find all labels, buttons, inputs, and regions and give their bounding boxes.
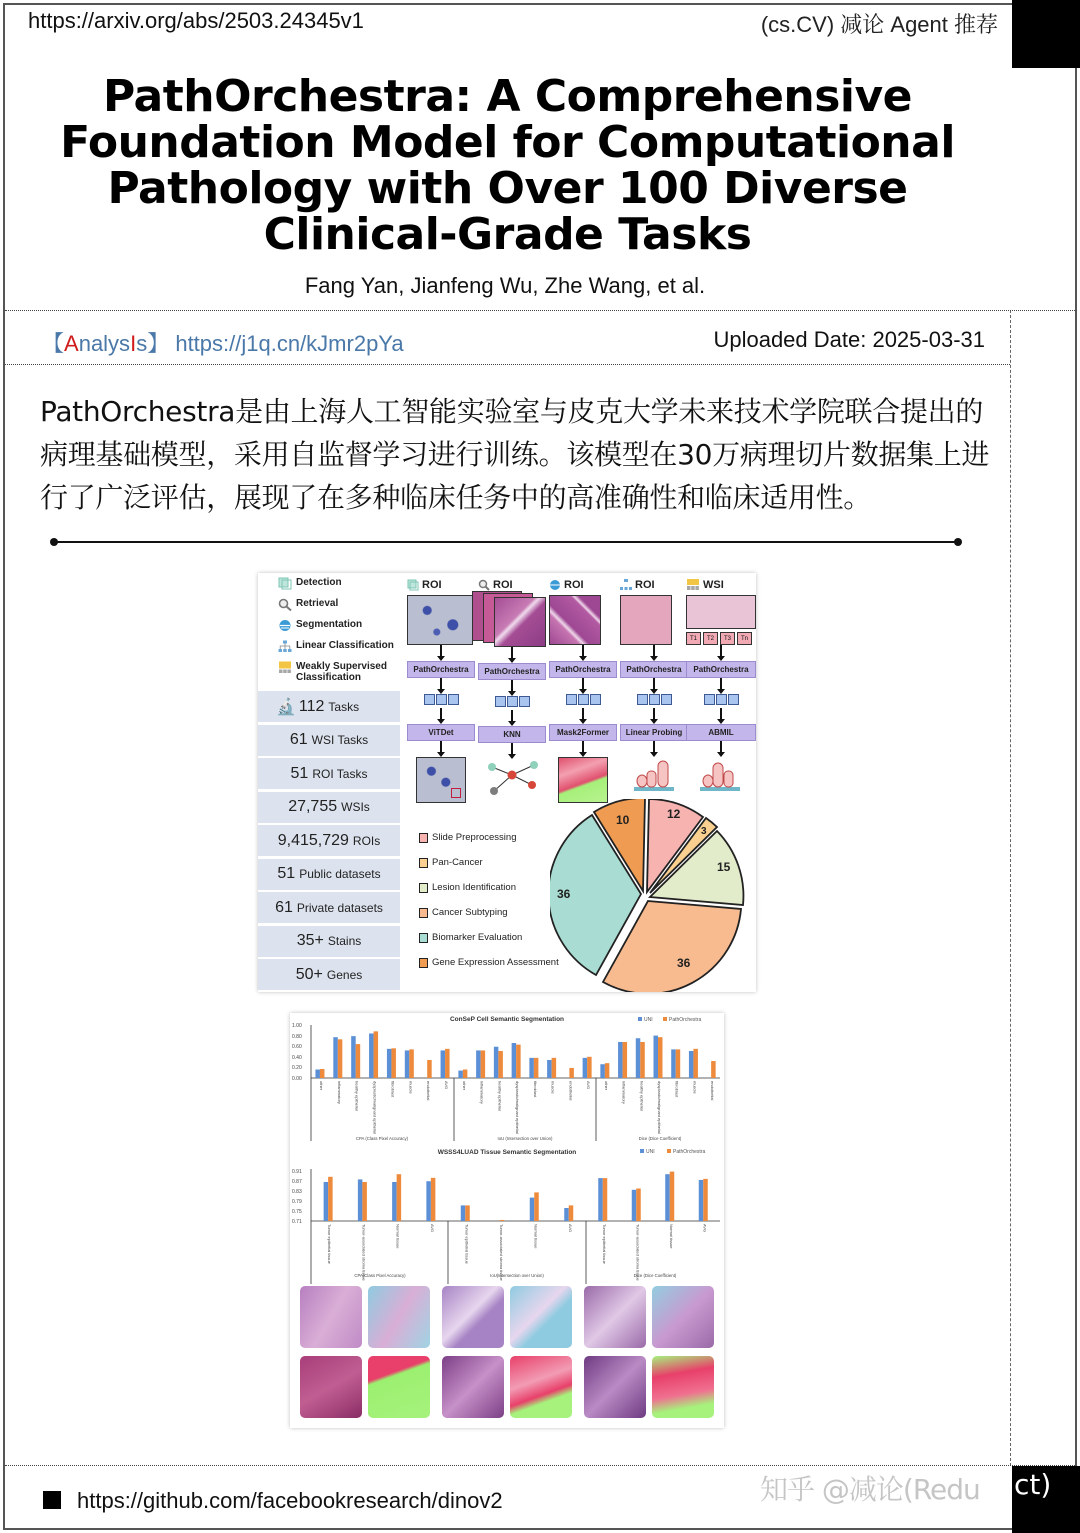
svg-text:Normal tissue: Normal tissue [533,1224,539,1249]
svg-text:inflammatory: inflammatory [621,1081,627,1104]
chart-title: ConSeP Cell Semantic Segmentation [449,1016,565,1023]
overlay-tile [652,1356,714,1418]
paper-title: PathOrchestra: A Comprehensive Foundation Model for Computational Pathology with Over 100 Diverse Clinical-Grade Tasks [60,71,955,260]
legend-item: Biomarker Evaluation [419,925,559,950]
overlay-tile [510,1356,572,1418]
he-tile [584,1286,646,1348]
pipeline-retrieval: ROI PathOrchestra KNN [478,577,546,806]
token-stack-icon [686,694,756,708]
head-box: Linear Probing [620,724,688,741]
legend-item: Pan-Cancer [419,850,559,875]
head-box: ViTDet [407,724,475,741]
svg-text:muscle: muscle [550,1081,556,1094]
model-box: PathOrchestra [686,661,756,678]
svg-text:0.40: 0.40 [292,1055,302,1061]
overlay-tile [652,1286,714,1348]
arrow-icon [653,708,655,720]
svg-text:healthy epithelial: healthy epithelial [639,1081,645,1111]
svg-text:fibroblast: fibroblast [390,1081,396,1098]
svg-text:endothelial: endothelial [710,1081,716,1101]
consep-bar-chart [290,1013,724,1143]
segmentation-results-figure [290,1013,724,1428]
svg-text:0.91: 0.91 [292,1169,302,1175]
knn-graph-icon [478,755,546,801]
pipeline-segmentation: ROI PathOrchestra Mask2Former [549,577,617,803]
model-box: PathOrchestra [549,661,617,678]
analysis-label: A [64,331,79,356]
svg-text:healthy epithelial: healthy epithelial [354,1081,360,1111]
token-stack-icon [478,696,546,710]
detection-output [416,757,466,803]
divider [5,310,1075,311]
stat-wsis: 27,755 WSIs [258,792,400,823]
svg-text:0.71: 0.71 [292,1219,302,1225]
hierarchy-icon [278,640,292,653]
analysis-label: I [130,331,137,356]
overview-figure [258,573,756,992]
task-pie-chart [550,799,756,992]
arrow-icon [720,741,722,753]
svg-text:AVG: AVG [429,1224,435,1233]
pipeline-detection: ROI PathOrchestra ViTDet [407,577,475,803]
model-box: PathOrchestra [407,661,475,678]
analysis-url[interactable]: https://j1q.cn/kJmr2pYa [175,331,404,356]
microscope-icon: 🔬 [276,698,296,716]
svg-text:UNI: UNI [644,1017,653,1023]
arrow-icon [511,680,513,692]
stat-public-datasets: 51 Public datasets [258,859,400,890]
magnifier-icon [478,579,490,591]
svg-text:dysplastic/malignant epithelia: dysplastic/malignant epithelial [657,1081,662,1134]
pie-label: 12 [667,807,681,821]
svg-text:muscle: muscle [408,1081,414,1094]
analysis-label: nalys [78,331,131,356]
section-rule [52,541,960,543]
arrow-icon [720,645,722,657]
he-tile [300,1356,362,1418]
svg-text:0.80: 0.80 [292,1034,302,1040]
corner-block [1012,0,1080,68]
svg-text:dysplastic/malignant epithelia: dysplastic/malignant epithelial [372,1081,378,1134]
watermark: 知乎 @减论(Redu [760,1473,980,1506]
svg-text:Tumor epithelial tissue: Tumor epithelial tissue [327,1224,333,1264]
tile-row: T1 T2 T3 Tn [686,632,756,645]
svg-text:IoU (Intersection over Union): IoU (Intersection over Union) [497,1136,553,1141]
bullet-square-icon [43,1491,61,1509]
head-box: ABMIL [686,724,756,741]
arrow-icon [653,678,655,690]
overlay-tile [510,1286,572,1348]
svg-text:fibroblast: fibroblast [532,1081,538,1098]
detection-icon [407,579,419,591]
segmentation-icon [278,619,292,632]
arrow-icon [440,678,442,690]
chart-title: WSSS4LUAD Tissue Semantic Segmentation [437,1149,577,1156]
he-tile [442,1286,504,1348]
svg-text:AVG: AVG [444,1081,450,1090]
watermark: ct) [1014,1468,1052,1501]
cell-classes-icon [620,753,688,793]
stat-private-datasets: 61 Private datasets [258,892,400,923]
stat-wsi-tasks: 61 WSI Tasks [258,725,400,756]
svg-text:PathOrchestra: PathOrchestra [673,1149,706,1155]
arrow-icon [720,708,722,720]
legend-item: Cancer Subtyping [419,900,559,925]
task-type-detection: Detection [278,577,418,590]
arrow-icon [720,678,722,690]
roi-thumbnail [549,595,601,645]
arrow-icon [511,710,513,722]
bracket: 【 [42,331,65,356]
analysis-link-row[interactable] [42,327,404,358]
svg-text:inflammatory: inflammatory [336,1081,342,1104]
wsss4luad-bar-chart [290,1146,724,1286]
legend-item: Lesion Identification [419,875,559,900]
svg-text:Tumor-associated stroma tissue: Tumor-associated stroma tissue [361,1224,367,1281]
stats-list [258,691,400,993]
arrow-icon [653,741,655,753]
svg-text:fibroblast: fibroblast [674,1081,680,1098]
he-tile [300,1286,362,1348]
svg-text:0.00: 0.00 [292,1076,302,1082]
arrow-icon [511,743,513,755]
svg-text:Tumor-associated stroma tissue: Tumor-associated stroma tissue [498,1224,504,1281]
head-box: KNN [478,726,546,743]
pie-legend [419,825,559,975]
arrow-icon [582,741,584,753]
model-box: PathOrchestra [478,663,546,680]
stat-rois: 9,415,729 ROIs [258,825,400,856]
arrow-icon [582,678,584,690]
uploaded-date: Uploaded Date: 2025-03-31 [713,327,985,352]
svg-text:other: other [461,1081,467,1091]
overlay-tile [368,1286,430,1348]
task-type-retrieval: Retrieval [278,598,418,611]
svg-text:AVG: AVG [567,1224,573,1233]
svg-text:CPA(Class Pixel Accuracy): CPA(Class Pixel Accuracy) [354,1273,406,1278]
pie-label: 3 [701,826,707,837]
svg-text:PathOrchestra: PathOrchestra [669,1017,702,1023]
svg-text:dysplastic/malignant epithelia: dysplastic/malignant epithelial [515,1081,521,1134]
legend-item: Slide Preprocessing [419,825,559,850]
divider [5,364,1010,365]
pipeline-weakly-supervised: WSI T1 T2 T3 Tn PathOrchestra ABMIL [686,577,756,798]
pie-label: 36 [677,956,691,970]
svg-text:0.87: 0.87 [292,1179,302,1185]
stat-tasks: 🔬 112 Tasks [258,691,400,722]
bracket: 】 [147,331,170,356]
swatch [419,958,428,968]
svg-text:1.00: 1.00 [292,1023,302,1029]
task-type-linear-classification: Linear Classification [278,640,418,653]
stat-roi-tasks: 51 ROI Tasks [258,758,400,789]
detection-icon [278,577,292,590]
he-tile [442,1356,504,1418]
pie-label: 36 [557,887,571,901]
svg-text:IoU(Intersection over Union): IoU(Intersection over Union) [490,1273,544,1278]
svg-text:0.60: 0.60 [292,1044,302,1050]
svg-text:Tumor epithelial tissue: Tumor epithelial tissue [601,1224,607,1264]
head-box: Mask2Former [549,724,617,741]
svg-text:UNI: UNI [646,1149,655,1155]
stat-stains: 35+ Stains [258,926,400,957]
github-link[interactable]: https://github.com/facebookresearch/dinov2 [77,1488,503,1513]
category-tag: (cs.CV) 减论 Agent 推荐 [760,12,998,37]
cell-classes-icon [686,753,754,793]
wsi-icon [686,579,700,591]
summary-text: PathOrchestra是由上海人工智能实验室与皮克大学未来技术学院联合提出的病理基础模型，采用自监督学习进行训练。该模型在30万病理切片数据集上进行了广泛评估，展现了在多种临床任务中的高准确性和临床适用性。 [40,395,990,514]
wsi-icon [278,661,292,674]
svg-text:Dice (Dice Coefficient): Dice (Dice Coefficient) [633,1273,677,1278]
arxiv-link[interactable]: https://arxiv.org/abs/2503.24345v1 [28,8,364,33]
arrow-icon [511,647,513,659]
arrow-icon [440,708,442,720]
swatch [419,833,428,843]
wsi-thumbnail [686,595,756,629]
hierarchy-icon [620,579,632,591]
swatch [419,908,428,918]
svg-text:Normal tissue: Normal tissue [668,1224,674,1249]
arrow-icon [653,645,655,657]
swatch [419,883,428,893]
legend-item: Gene Expression Assessment [419,950,559,975]
paper-authors: Fang Yan, Jianfeng Wu, Zhe Wang, et al. [304,273,706,298]
stat-genes: 50+ Genes [258,959,400,990]
arrow-icon [440,645,442,657]
token-embedding-icon [620,694,688,708]
svg-text:AVG: AVG [702,1224,708,1233]
svg-text:CPA (Class Pixel Accuracy): CPA (Class Pixel Accuracy) [355,1136,409,1141]
segmentation-icon [549,579,561,591]
svg-text:0.20: 0.20 [292,1065,302,1071]
analysis-label: s [136,331,148,356]
roi-stack [478,595,546,647]
token-embedding-icon [549,694,617,708]
svg-text:other: other [318,1081,324,1091]
arrow-icon [440,741,442,753]
roi-thumbnail [620,595,672,645]
svg-text:Tumor epithelial tissue: Tumor epithelial tissue [464,1224,470,1264]
task-type-segmentation: Segmentation [278,619,418,632]
roi-thumbnail [407,595,473,645]
svg-text:AVG: AVG [586,1081,592,1090]
svg-text:Dice (Dice Coefficient): Dice (Dice Coefficient) [638,1136,682,1141]
magnifier-icon [278,598,292,611]
svg-text:endothelial: endothelial [568,1081,574,1101]
pie-label: 10 [616,813,630,827]
svg-text:Tumor-associated stroma tissue: Tumor-associated stroma tissue [635,1224,641,1281]
task-type-legend [278,577,418,691]
svg-text:healthy epithelial: healthy epithelial [497,1081,503,1111]
token-embedding-icon [407,694,475,708]
svg-text:0.79: 0.79 [292,1199,302,1205]
pipeline-linear-classification: ROI PathOrchestra Linear Probing [620,577,688,798]
svg-text:inflammatory: inflammatory [479,1081,485,1104]
svg-text:0.75: 0.75 [292,1209,302,1215]
divider [1010,310,1011,1466]
segmentation-output [558,757,608,803]
task-type-weakly-supervised: Weakly Supervised Classification [278,661,418,683]
svg-text:endothelial: endothelial [426,1081,432,1101]
svg-text:Normal tissue: Normal tissue [395,1224,401,1249]
svg-text:0.83: 0.83 [292,1189,302,1195]
pie-label: 15 [717,860,731,874]
swatch [419,858,428,868]
arrow-icon [582,645,584,657]
he-tile [584,1356,646,1418]
swatch [419,933,428,943]
arrow-icon [582,708,584,720]
divider [5,1465,1075,1466]
svg-text:other: other [603,1081,609,1091]
svg-text:muscle: muscle [692,1081,698,1094]
model-box: PathOrchestra [620,661,688,678]
overlay-tile [368,1356,430,1418]
